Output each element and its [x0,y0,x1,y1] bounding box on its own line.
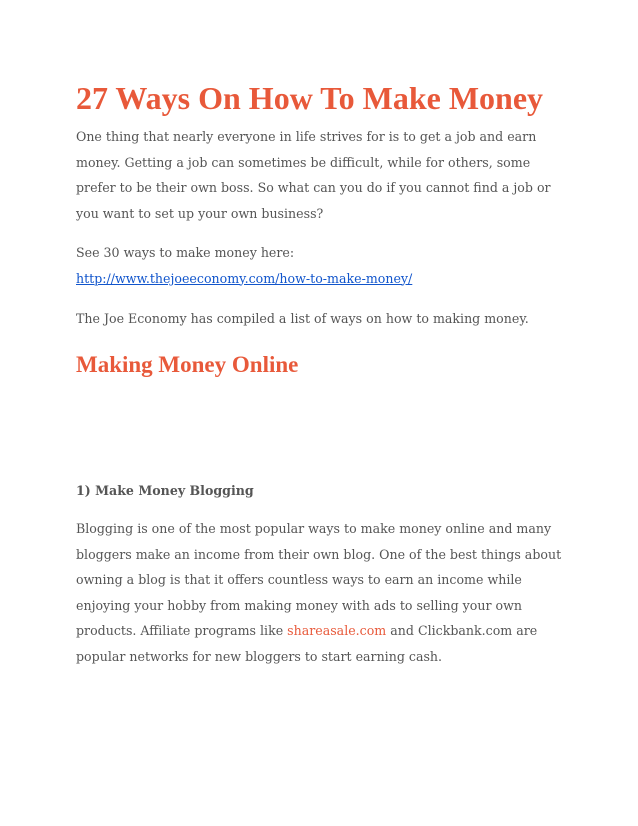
how-to-make-money-link[interactable]: http://www.thejoeeconomy.com/how-to-make-money/ [76,270,413,286]
blogging-text-after-link: and Clickbank.com are popular networks for new bloggers to start earning cash. [76,623,538,664]
section-heading-making-money-online: Making Money Online [76,352,299,377]
blogging-text-before-link: Blogging is one of the most popular ways to make money online and many bloggers make an income from their own blog. One of the best things about owning a blog is that it offers countless ways to earn an income while enjoying your hobby from making money with ads to selling your own products. Affiliate programs like [76,521,562,638]
compiled-note-paragraph: The Joe Economy has compiled a list of ways on how to making money. [76,311,529,326]
document-title: 27 Ways On How To Make Money [76,80,544,116]
intro-paragraph: One thing that nearly everyone in life strives for is to get a job and earn money. Getting a job can sometimes be difficult, while for others, some prefer to be their own boss. So what can you do if you cannot find a job or you want to set up your own business? [76,129,551,221]
see-more-text: See 30 ways to make money here: [76,245,295,260]
item-heading-blogging: 1) Make Money Blogging [76,483,254,498]
shareasale-link[interactable]: shareasale.com [287,623,387,638]
blogging-paragraph [76,516,566,669]
see-more-paragraph [76,240,566,291]
